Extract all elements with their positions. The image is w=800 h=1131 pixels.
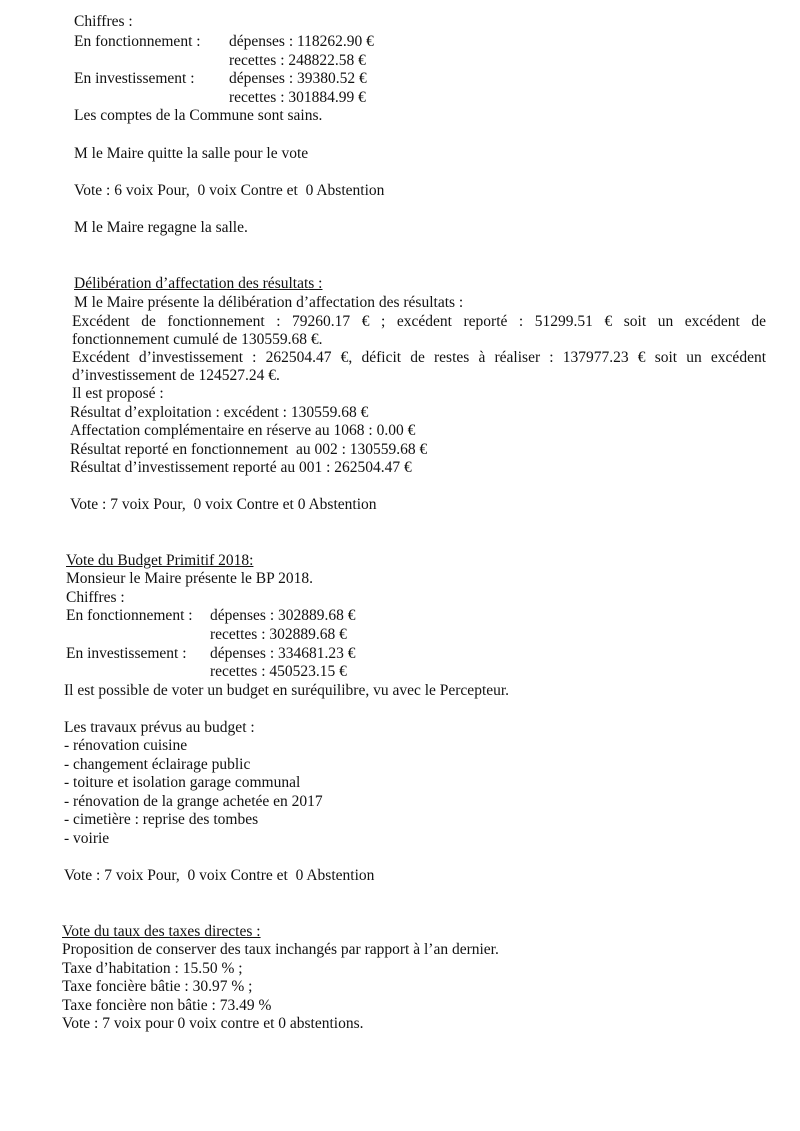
- bp-fonctionnement-recettes: recettes : 302889.68 €: [210, 626, 347, 643]
- mayor-leaves: M le Maire quitte la salle pour le vote: [74, 145, 309, 162]
- excedent-fonctionnement-line1: Excédent de fonctionnement : 79260.17 € ; excédent reporté : 51299.51 € soit un excédent de: [72, 313, 766, 330]
- resultat-exploitation: Résultat d’exploitation : excédent : 130559.68 €: [70, 404, 369, 421]
- resultat-reporte-001: Résultat d’investissement reporté au 001 : 262504.47 €: [70, 459, 412, 476]
- bp-investissement-depenses: dépenses : 334681.23 €: [210, 645, 356, 662]
- mayor-returns: M le Maire regagne la salle.: [74, 219, 248, 236]
- travaux-item: - cimetière : reprise des tombes: [64, 811, 259, 828]
- vote-compte-administratif: Vote : 6 voix Pour, 0 voix Contre et 0 Abstention: [74, 182, 385, 199]
- affectation-intro: M le Maire présente la délibération d’affectation des résultats :: [74, 294, 464, 311]
- vote-affectation: Vote : 7 voix Pour, 0 voix Contre et 0 Abstention: [70, 496, 377, 513]
- fonctionnement-label: En fonctionnement :: [74, 33, 201, 50]
- bp-investissement-label: En investissement :: [66, 645, 187, 662]
- comptes-comment: Les comptes de la Commune sont sains.: [74, 107, 323, 124]
- investissement-label: En investissement :: [74, 70, 195, 87]
- taxes-title: Vote du taux des taxes directes :: [62, 923, 261, 940]
- chiffres-heading: Chiffres :: [74, 13, 133, 30]
- investissement-depenses: dépenses : 39380.52 €: [229, 70, 367, 87]
- travaux-item: - voirie: [64, 830, 110, 847]
- travaux-heading: Les travaux prévus au budget :: [64, 719, 255, 736]
- vote-bp: Vote : 7 voix Pour, 0 voix Contre et 0 Abstention: [64, 867, 375, 884]
- excedent-investissement-line1: Excédent d’investissement : 262504.47 €, déficit de restes à réaliser : 137977.23 € soit un excédent: [72, 349, 766, 366]
- bp-chiffres-heading: Chiffres :: [66, 589, 125, 606]
- fonctionnement-depenses: dépenses : 118262.90 €: [229, 33, 374, 50]
- investissement-recettes: recettes : 301884.99 €: [229, 89, 366, 106]
- excedent-investissement-line2: d’investissement de 124527.24 €.: [72, 367, 280, 384]
- fonctionnement-recettes: recettes : 248822.58 €: [229, 52, 366, 69]
- vote-taxes: Vote : 7 voix pour 0 voix contre et 0 abstentions.: [62, 1015, 364, 1032]
- travaux-item: - rénovation de la grange achetée en 2017: [64, 793, 323, 810]
- taxe-fonciere-non-batie: Taxe foncière non bâtie : 73.49 %: [62, 997, 272, 1014]
- bp-title: Vote du Budget Primitif 2018:: [66, 552, 254, 569]
- travaux-item: - rénovation cuisine: [64, 737, 188, 754]
- taxe-fonciere-batie: Taxe foncière bâtie : 30.97 % ;: [62, 978, 253, 995]
- affectation-1068: Affectation complémentaire en réserve au 1068 : 0.00 €: [70, 422, 416, 439]
- bp-fonctionnement-label: En fonctionnement :: [66, 607, 193, 624]
- taxes-proposition: Proposition de conserver des taux inchangés par rapport à l’an dernier.: [62, 941, 499, 958]
- resultat-reporte-002: Résultat reporté en fonctionnement au 002 : 130559.68 €: [70, 441, 428, 458]
- taxe-habitation: Taxe d’habitation : 15.50 % ;: [62, 960, 243, 977]
- affectation-title: Délibération d’affectation des résultats :: [74, 275, 323, 292]
- bp-note-surequilibre: Il est possible de voter un budget en suréquilibre, vu avec le Percepteur.: [64, 682, 510, 699]
- il-est-propose: Il est proposé :: [72, 385, 164, 402]
- travaux-item: - toiture et isolation garage communal: [64, 774, 301, 791]
- travaux-item: - changement éclairage public: [64, 756, 251, 773]
- excedent-fonctionnement-line2: fonctionnement cumulé de 130559.68 €.: [72, 331, 323, 348]
- bp-investissement-recettes: recettes : 450523.15 €: [210, 663, 347, 680]
- bp-fonctionnement-depenses: dépenses : 302889.68 €: [210, 607, 356, 624]
- bp-intro: Monsieur le Maire présente le BP 2018.: [66, 570, 313, 587]
